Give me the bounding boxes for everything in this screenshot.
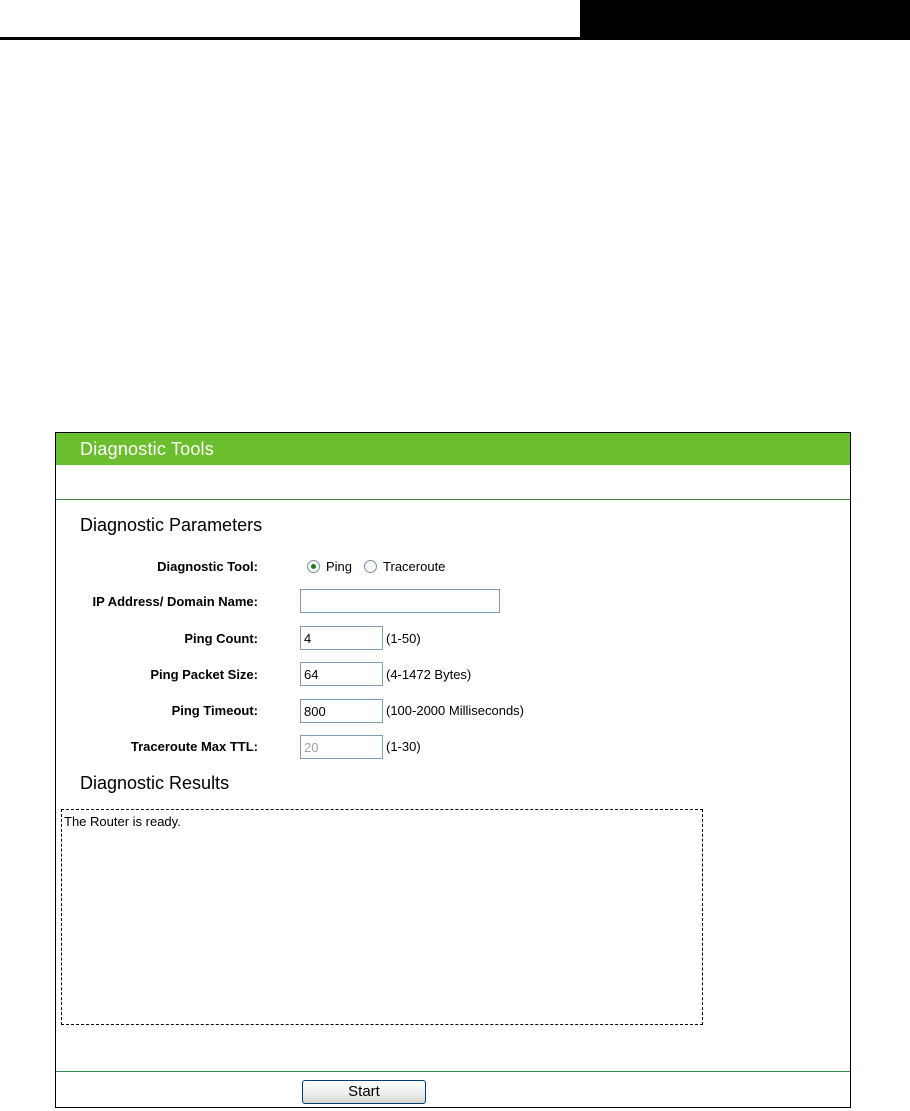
document-header-block — [580, 0, 910, 40]
traceroute-radio[interactable] — [364, 560, 377, 573]
results-heading: Diagnostic Results — [80, 773, 230, 793]
page-title: Diagnostic Tools — [80, 439, 214, 459]
document-header-rule — [0, 37, 580, 40]
start-button[interactable]: Start — [302, 1080, 426, 1104]
ping-count-label: Ping Count: — [184, 631, 258, 646]
ping-radio-label[interactable]: Ping — [326, 559, 353, 574]
ping-timeout-label: Ping Timeout: — [171, 703, 258, 718]
traceroute-max-ttl-input: 20 — [300, 735, 383, 759]
diagnostic-tool-label: Diagnostic Tool: — [157, 559, 258, 574]
title-bar — [56, 433, 850, 465]
traceroute-max-ttl-hint: (1-30) — [386, 739, 421, 754]
ping-timeout-input[interactable]: 800 — [300, 699, 383, 723]
traceroute-radio-label[interactable]: Traceroute — [383, 559, 446, 574]
parameters-heading: Diagnostic Parameters — [80, 515, 263, 535]
ip-address-input[interactable] — [300, 589, 500, 613]
results-text: The Router is ready. — [64, 814, 181, 829]
traceroute-max-ttl-label: Traceroute Max TTL: — [130, 739, 258, 754]
top-divider — [56, 499, 850, 500]
diagnostic-results-box — [61, 809, 703, 1025]
diagnostic-tools-panel — [55, 432, 851, 1108]
ping-packet-size-hint: (4-1472 Bytes) — [386, 667, 472, 682]
ping-packet-size-input[interactable]: 64 — [300, 662, 383, 686]
ping-timeout-hint: (100-2000 Milliseconds) — [386, 703, 525, 718]
ping-radio[interactable] — [307, 560, 320, 573]
ip-address-label: IP Address/ Domain Name: — [92, 594, 258, 609]
ping-count-hint: (1-50) — [386, 631, 421, 646]
diagnostic-tool-radio-group — [307, 559, 457, 574]
bottom-divider — [56, 1071, 850, 1072]
ping-count-input[interactable]: 4 — [300, 626, 383, 650]
ping-packet-size-label: Ping Packet Size: — [150, 667, 258, 682]
